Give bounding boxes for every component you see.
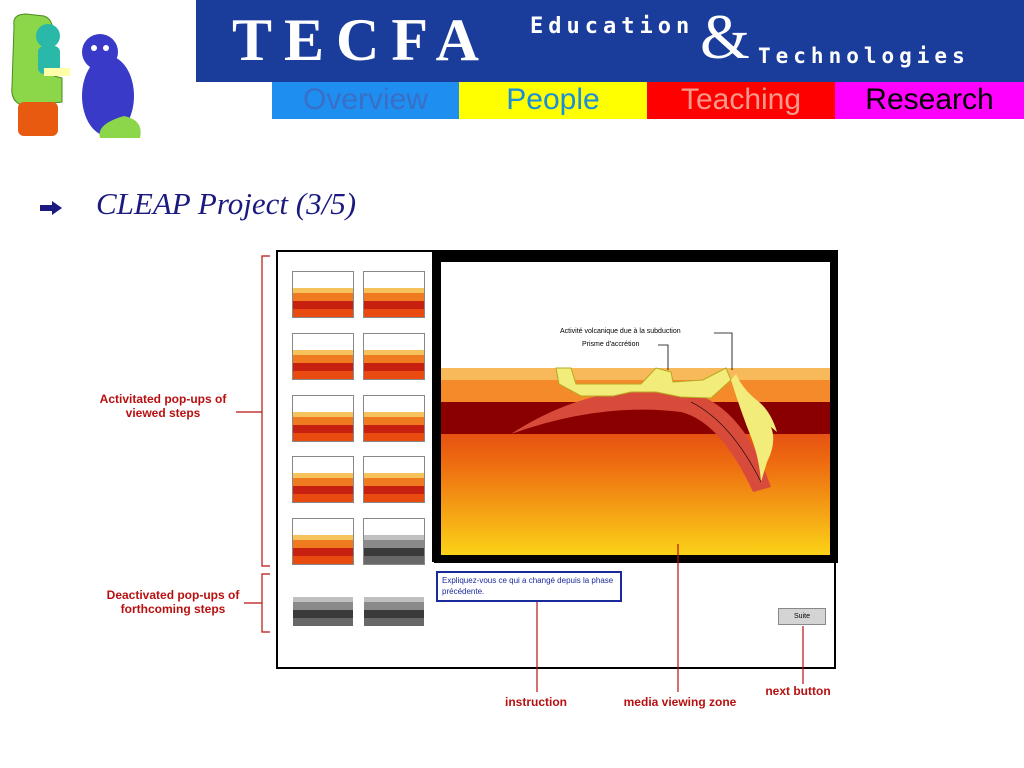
brand-education: Education [530, 14, 695, 39]
step-thumbnail[interactable] [292, 456, 354, 503]
next-button[interactable]: Suite [778, 608, 826, 625]
step-thumbnail-disabled [292, 580, 354, 627]
annotation-instruction: instruction [505, 695, 567, 709]
annotation-activated: Activitated pop-ups of viewed steps [99, 392, 227, 420]
instruction-box: Expliquez-vous ce qui a changé depuis la phase précédente. [436, 571, 622, 602]
brand-title: TECFA [232, 7, 491, 73]
step-thumbnail[interactable] [292, 395, 354, 442]
label-leader-lines [640, 330, 740, 380]
step-thumbnail[interactable] [363, 456, 425, 503]
brand-technologies: Technologies [758, 44, 970, 68]
arrow-bullet-icon [40, 201, 62, 220]
tab-research[interactable]: Research [835, 82, 1024, 119]
tab-teaching[interactable]: Teaching [647, 82, 835, 119]
subduction-illustration [441, 262, 830, 555]
step-thumbnail-disabled [363, 518, 425, 565]
annotation-next-button: next button [765, 684, 831, 698]
step-thumbnail[interactable] [363, 271, 425, 318]
label-accretion-prism: Prisme d'accrétion [582, 341, 640, 348]
tecfa-logo [4, 6, 154, 144]
step-thumbnail-disabled [363, 580, 425, 627]
annotation-deactivated: Deactivated pop-ups of forthcoming steps [106, 588, 240, 616]
tab-overview[interactable]: Overview [272, 82, 459, 119]
slide-title: CLEAP Project (3/5) [96, 186, 357, 221]
brand-ampersand: & [700, 1, 750, 72]
step-thumbnail[interactable] [292, 271, 354, 318]
annotation-brackets [222, 250, 276, 640]
label-volcanic-activity: Activité volcanique due à la subduction [560, 328, 681, 335]
step-thumbnail[interactable] [363, 333, 425, 380]
step-thumbnail[interactable] [292, 518, 354, 565]
annotation-media-zone: media viewing zone [623, 695, 737, 709]
step-thumbnail[interactable] [292, 333, 354, 380]
media-viewing-zone [441, 262, 830, 555]
tab-people[interactable]: People [459, 82, 647, 119]
bottom-leader-lines [530, 544, 820, 696]
step-thumbnail[interactable] [363, 395, 425, 442]
